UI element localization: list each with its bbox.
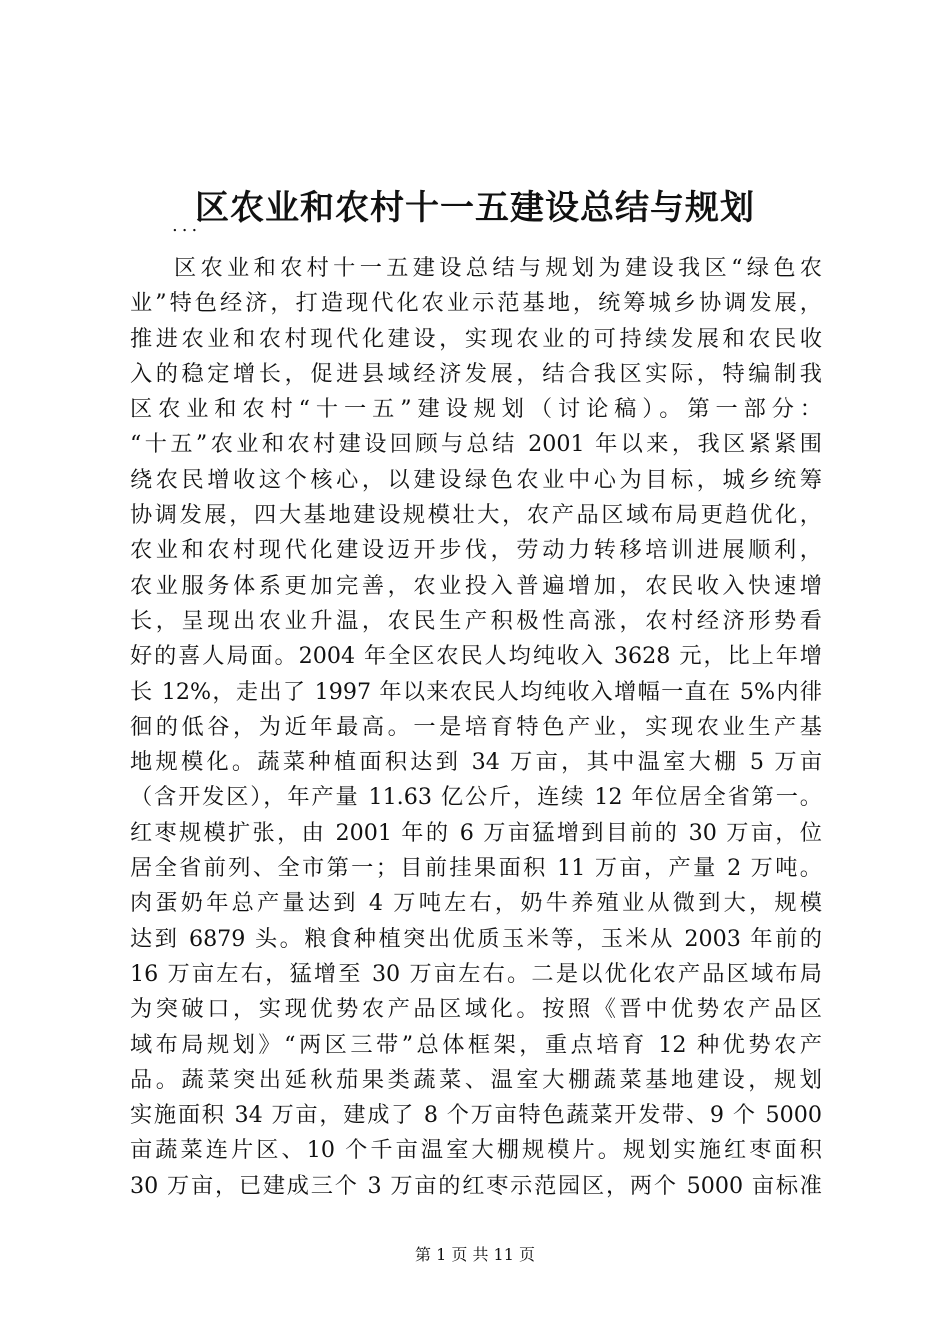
body-line: 实施面积 34 万亩，建成了 8 个万亩特色蔬菜开发带、9 个 5000 <box>130 1102 822 1129</box>
body-line: 达到 6879 头。粮食种植突出优质玉米等，玉米从 2003 年前的 <box>130 925 822 952</box>
body-line: 16 万亩左右，猛增至 30 万亩左右。二是以优化农产品区域布局 <box>130 960 822 987</box>
body-line: 长 12%，走出了 1997 年以来农民人均纯收入增幅一直在 5%内徘 <box>130 678 822 705</box>
body-line: 农业和农村现代化建设迈开步伐，劳动力转移培训进展顺利， <box>130 537 822 564</box>
body-text <box>130 251 822 1201</box>
body-line: 区农业和农村十一五建设总结与规划为建设我区“绿色农 <box>174 255 822 281</box>
body-line: “十五”农业和农村建设回顾与总结 2001 年以来，我区紧紧围 <box>130 431 822 458</box>
body-line: 肉蛋奶年总产量达到 4 万吨左右，奶牛养殖业从微到大，规模 <box>130 890 822 917</box>
body-line: 绕农民增收这个核心，以建设绿色农业中心为目标，城乡统筹 <box>130 466 822 493</box>
body-line: 推进农业和农村现代化建设，实现农业的可持续发展和农民收 <box>130 325 822 352</box>
body-line: （含开发区），年产量 11.63 亿公斤，连续 12 年位居全省第一。 <box>130 784 822 811</box>
body-line: 居全省前列、全市第一；目前挂果面积 11 万亩，产量 2 万吨。 <box>130 855 822 882</box>
body-line: 好的喜人局面。2004 年全区农民人均纯收入 3628 元，比上年增 <box>130 643 822 670</box>
body-line: 业”特色经济，打造现代化农业示范基地，统筹城乡协调发展， <box>130 290 822 317</box>
page-footer: 第 1 页 共 11 页 <box>415 1245 535 1264</box>
body-line: 域布局规划》“两区三带”总体框架，重点培育 12 种优势农产 <box>130 1031 822 1058</box>
body-line: 入的稳定增长，促进县域经济发展，结合我区实际，特编制我 <box>130 360 822 387</box>
ellipsis-mark: ... <box>172 215 202 236</box>
body-line: 品。蔬菜突出延秋茄果类蔬菜、温室大棚蔬菜基地建设，规划 <box>130 1066 822 1093</box>
body-line: 区农业和农村“十一五”建设规划（讨论稿）。第一部分： <box>130 396 822 423</box>
body-line: 亩蔬菜连片区、10 个千亩温室大棚规模片。规划实施红枣面积 <box>130 1137 822 1164</box>
body-line: 协调发展，四大基地建设规模壮大，农产品区域布局更趋优化， <box>130 502 822 529</box>
body-line: 为突破口，实现优势农产品区域化。按照《晋中优势农产品区 <box>130 996 822 1023</box>
body-line: 徊的低谷，为近年最高。一是培育特色产业，实现农业生产基 <box>130 713 822 740</box>
body-line: 红枣规模扩张，由 2001 年的 6 万亩猛增到目前的 30 万亩，位 <box>130 819 822 846</box>
body-line: 农业服务体系更加完善，农业投入普遍增加，农民收入快速增 <box>130 572 822 599</box>
body-line: 30 万亩，已建成三个 3 万亩的红枣示范园区，两个 5000 亩标准 <box>130 1172 822 1199</box>
body-line: 长，呈现出农业升温，农民生产积极性高涨，农村经济形势看 <box>130 607 822 634</box>
document-title: 区农业和农村十一五建设总结与规划 <box>195 188 755 228</box>
body-line: 地规模化。蔬菜种植面积达到 34 万亩，其中温室大棚 5 万亩 <box>130 749 822 776</box>
